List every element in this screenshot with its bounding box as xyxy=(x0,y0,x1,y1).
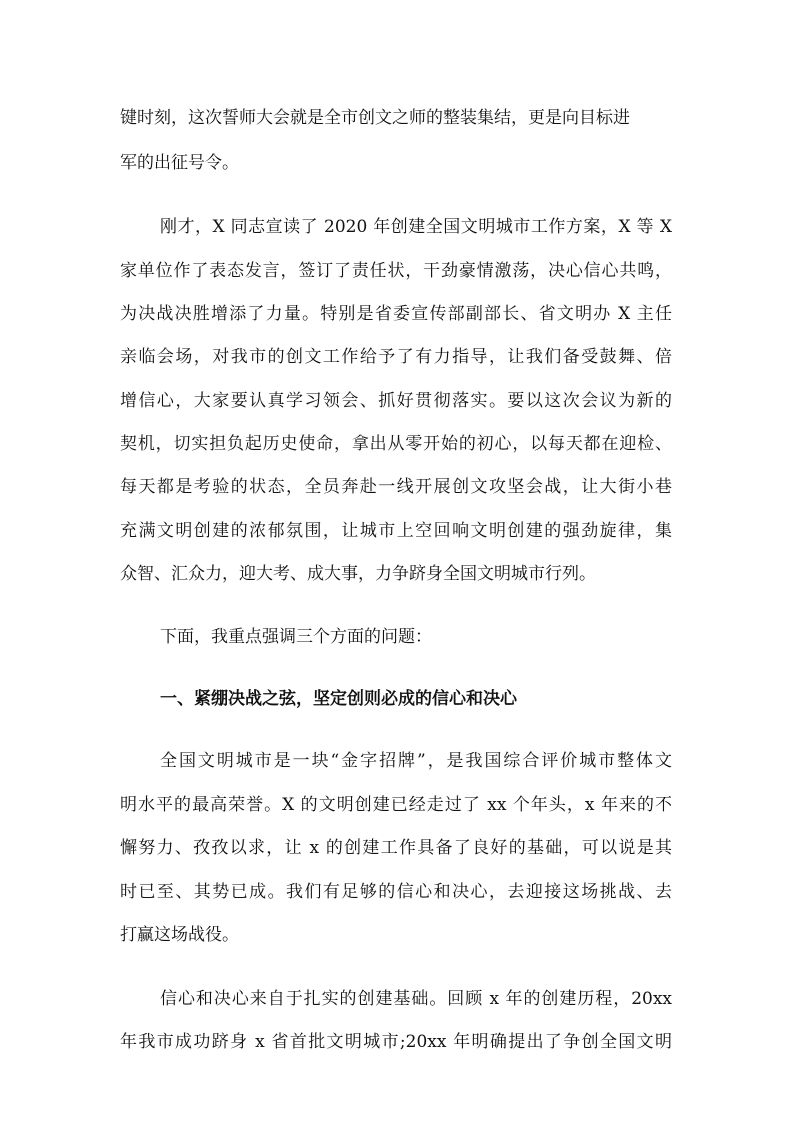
section-heading: 一、紧绷决战之弦，坚定创则必成的信心和决心 xyxy=(160,689,517,709)
para-2-line-3: 为决战决胜增添了力量。特别是省委宣传部副部长、省文明办 X 主任 xyxy=(120,304,672,324)
para-4-line-1: 全国文明城市是一块“金字招牌”，是我国综合评价城市整体文 xyxy=(160,751,672,771)
para-2-line-7: 每天都是考验的状态，全员奔赴一线开展创文攻坚会战，让大街小巷 xyxy=(120,477,672,497)
para-5-line-1: 信心和决心来自于扎实的创建基础。回顾 x 年的创建历程，20xx xyxy=(160,989,672,1009)
para-2-line-5: 增信心，大家要认真学习领会、抓好贯彻落实。要以这次会议为新的 xyxy=(120,391,672,411)
para-2-line-2: 家单位作了表态发言，签订了责任状，干劲豪情激荡，决心信心共鸣， xyxy=(120,261,672,281)
para-4-line-2: 明水平的最高荣誉。X 的文明创建已经走过了 xx 个年头，x 年来的不 xyxy=(120,795,672,815)
para-1-line-1: 键时刻，这次誓师大会就是全市创文之师的整装集结，更是向目标进 xyxy=(120,108,630,128)
para-4-line-3: 懈努力、孜孜以求，让 x 的创建工作具备了良好的基础，可以说是其 xyxy=(120,838,672,858)
para-3-line-1: 下面，我重点强调三个方面的问题： xyxy=(160,627,432,647)
para-4-line-5: 打赢这场战役。 xyxy=(120,925,239,945)
para-2-line-4: 亲临会场，对我市的创文工作给予了有力指导，让我们备受鼓舞、倍 xyxy=(120,347,672,367)
para-2-line-8: 充满文明创建的浓郁氛围，让城市上空回响文明创建的强劲旋律，集 xyxy=(120,521,672,541)
para-5-line-2: 年我市成功跻身 x 省首批文明城市;20xx 年明确提出了争创全国文明 xyxy=(120,1032,672,1052)
para-2-line-6: 契机，切实担负起历史使命，拿出从零开始的初心，以每天都在迎检、 xyxy=(120,434,672,454)
para-1-line-2: 军的出征号令。 xyxy=(120,153,239,173)
para-4-line-4: 时已至、其势已成。我们有足够的信心和决心，去迎接这场挑战、去 xyxy=(120,882,672,902)
para-2-line-1: 刚才，X 同志宣读了 2020 年创建全国文明城市工作方案，X 等 X xyxy=(160,217,672,237)
para-2-line-9: 众智、汇众力，迎大考、成大事，力争跻身全国文明城市行列。 xyxy=(120,564,596,584)
